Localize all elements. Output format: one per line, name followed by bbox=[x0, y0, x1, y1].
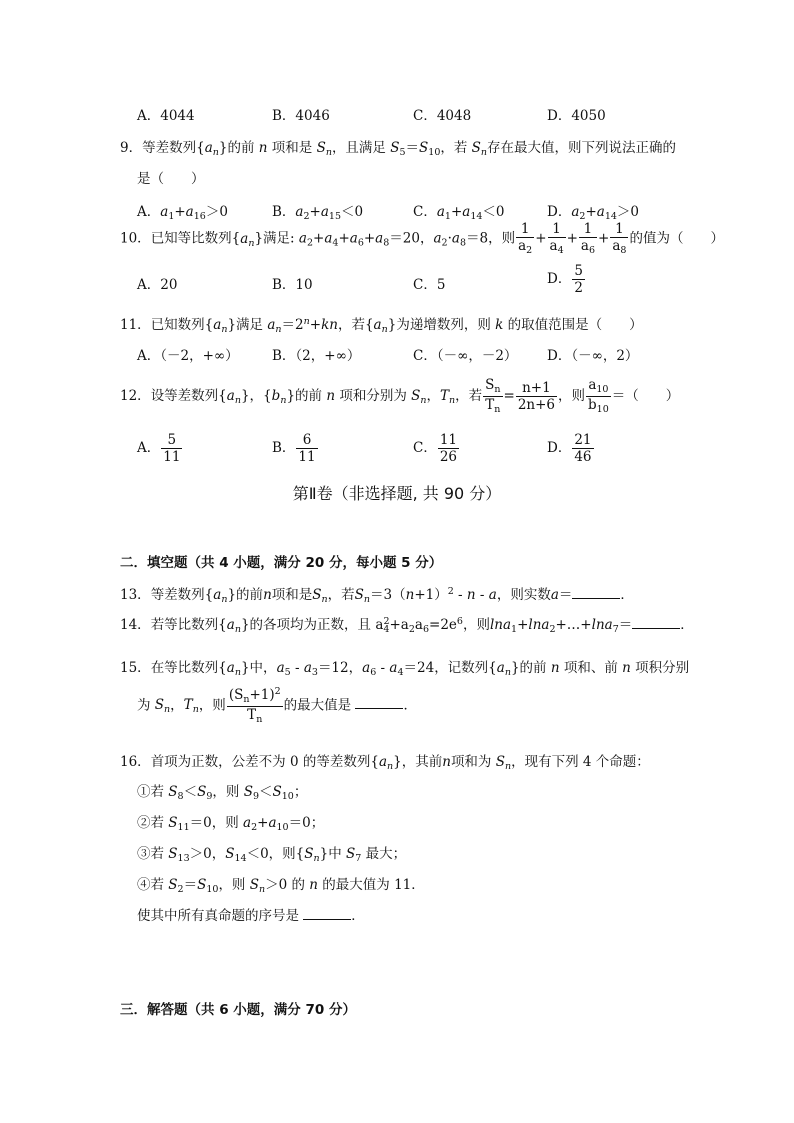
volume-title: 第Ⅱ卷（非选择题, 共 90 分） bbox=[292, 484, 502, 503]
question-11: 11．已知数列$\{a_n\}$满足 $a_n=2^n+kn$，若$\{a_n\}$为递增数列，则 k 的取值范围是（ ） bbox=[120, 316, 643, 335]
q11-option-b: B．（2，+∞） bbox=[272, 348, 361, 364]
q9-option-a: A．$a_1+a_{16}>0$ bbox=[137, 204, 228, 222]
question-13: 13．等差数列$\{a_n\}$的前n项和是$S_n$，若$S_n=3(n+1)^2 - n - a$，则实数a＝ ． bbox=[120, 586, 634, 605]
q10-option-d: D． $\frac{5}{2}$ bbox=[547, 263, 583, 297]
q9-option-d: D．$a_2+a_{14}>0$ bbox=[547, 204, 639, 222]
question-10: 10．已知等比数列$\{a_n\}$满足: $a_2+a_4+a_6+a_8=20$，$a_2\cdot a_8=8$，则 $\frac{1}{a_2}$ + $\frac{1}{a_4}$ + $\frac{1}{a_6}$ + $\frac{1}{a_8}$ 的值为（ ） bbox=[120, 221, 724, 257]
q16-statement-3: ③若 $S_{13}>0$，$S_{14}<0$，则$\{S_n\}$中 $S_7$ 最大； bbox=[137, 846, 407, 864]
q13-answer-blank bbox=[572, 586, 620, 599]
q12-option-a: A． $\frac{5}{11}$ bbox=[137, 432, 181, 466]
q11-option-a: A．（－2，+∞） bbox=[137, 348, 239, 364]
q10-option-c: C．5 bbox=[413, 277, 446, 293]
question-15-line2: 为 $S_n$，$T_n$，则 $\frac{(S_n+1)^2}{T_n}$ 的最大值是 ． bbox=[137, 686, 417, 725]
q8-option-a: A．4044 bbox=[137, 108, 195, 124]
q16-answer-blank bbox=[303, 907, 351, 920]
question-9-line2: 是（ ） bbox=[137, 171, 205, 187]
question-9: 9．等差数列$\{a_n\}$的前 n 项和是 $S_n$，且满足 $S_5=S_{10}$，若 $S_n$存在最大值，则下列说法正确的 bbox=[120, 140, 677, 158]
q8-option-d: D．4050 bbox=[547, 108, 606, 124]
q16-statement-1: ①若 $S_8<S_9$，则 $S_9<S_{10}$； bbox=[137, 784, 308, 802]
question-15: 15．在等比数列$\{a_n\}$中，$a_5 - a_3=12$，$a_6 - a_4=24$，记数列$\{a_n\}$的前 n 项和、前 n 项积分别 bbox=[120, 660, 690, 678]
q12-option-b: B． $\frac{6}{11}$ bbox=[272, 432, 316, 466]
q8-option-b: B．4046 bbox=[272, 108, 330, 124]
q12-option-d: D． $\frac{21}{46}$ bbox=[547, 432, 592, 466]
question-12: 12．设等差数列$\{a_n\}$，$\{b_n\}$的前 n 项和分别为 $S_n$，$T_n$，若 $\frac{S_n}{T_n}$ = $\frac{n+1}{2n+6}$ ，则 $\frac{a_{10}}{b_{10}}$ ＝（ ） bbox=[120, 377, 680, 415]
section-2-title: 二．填空题（共 4 小题，满分 20 分，每小题 5 分） bbox=[120, 555, 443, 571]
q8-option-c: C．4048 bbox=[413, 108, 472, 124]
q14-answer-blank bbox=[632, 616, 680, 629]
q10-option-b: B．10 bbox=[272, 277, 313, 293]
section-3-title: 三．解答题（共 6 小题，满分 70 分） bbox=[120, 1002, 356, 1018]
q9-option-c: C．$a_1+a_{14}<0$ bbox=[413, 204, 505, 222]
q16-statement-4: ④若 $S_2=S_{10}$，则 $S_n>0$ 的 n 的最大值为 11． bbox=[137, 877, 425, 895]
q9-option-b: B．$a_2+a_{15}<0$ bbox=[272, 204, 364, 222]
q11-option-c: C．（－∞，－2） bbox=[413, 348, 518, 364]
q11-option-d: D．（－∞，2） bbox=[547, 348, 639, 364]
q10-option-a: A．20 bbox=[137, 277, 178, 293]
q15-answer-blank bbox=[355, 696, 403, 709]
q16-closing: 使其中所有真命题的序号是 ． bbox=[137, 908, 365, 924]
q12-option-c: C． $\frac{11}{26}$ bbox=[413, 432, 458, 466]
question-14: 14．若等比数列$\{a_n\}$的各项均为正数，且 $a_4^2+a_2a_6=2e^6$，则lna$_1$+lna$_2$+…+lna$_7$＝ ． bbox=[120, 616, 694, 635]
q16-statement-2: ②若 $S_{11}=0$，则 $a_2+a_{10}=0$； bbox=[137, 815, 325, 833]
question-16: 16．首项为正数，公差不为 0 的等差数列$\{a_n\}$，其前n项和为 $S_n$，现有下列 4 个命题： bbox=[120, 754, 650, 772]
